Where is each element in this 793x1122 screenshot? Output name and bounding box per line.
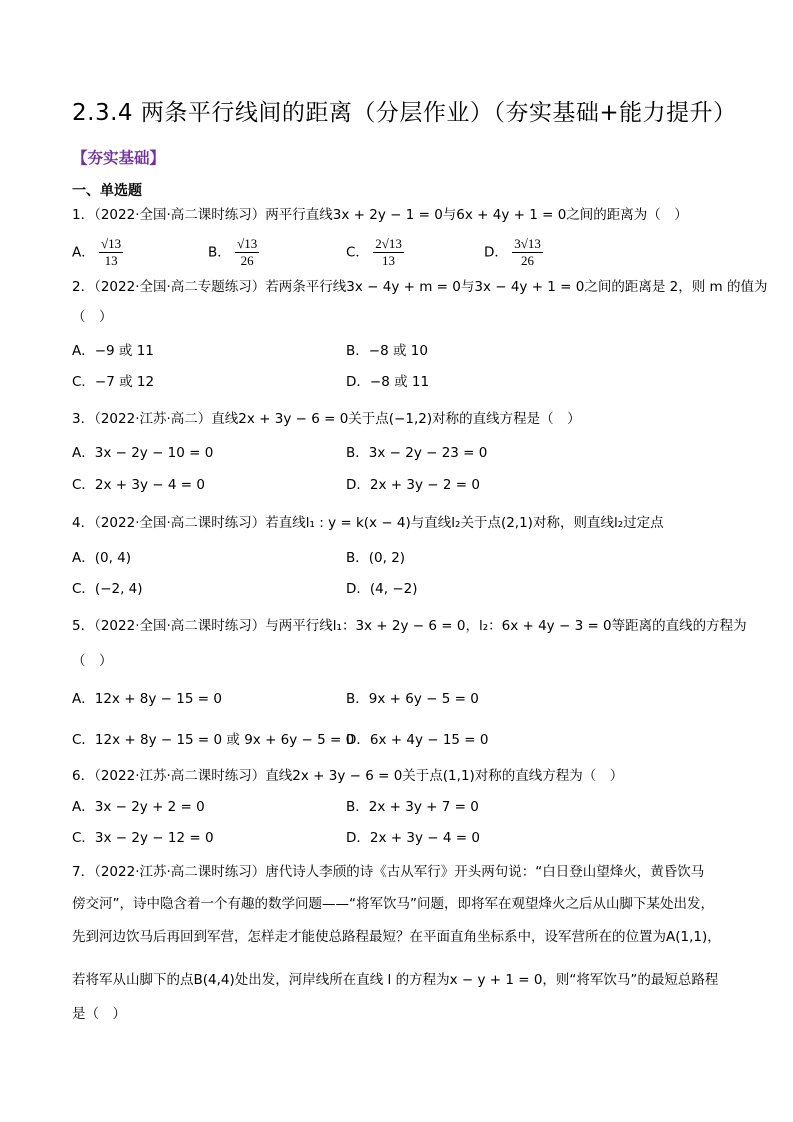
option-label: C．	[346, 244, 369, 261]
question-6-stem: 6．（2022·江苏·高二课时练习）直线2x + 3y − 6 = 0关于点(1,1)对称的直线方程为（ ）	[72, 768, 624, 784]
page-title: 2.3.4 两条平行线间的距离（分层作业）（夯实基础+能力提升）	[72, 100, 737, 126]
question-2-stem-cont: （ ）	[72, 309, 113, 325]
numerator: 2√13	[375, 236, 402, 251]
question-4-option-c: C．(−2, 4)	[72, 581, 143, 597]
fraction	[512, 236, 543, 269]
question-2-option-a: A．−9 或 11	[72, 343, 154, 359]
denominator: 26	[521, 253, 535, 268]
question-7-line-2: 傍交河”，诗中隐含着一个有趣的数学问题——“将军饮马”问题，即将军在观望烽火之后从山脚下某处出发，	[72, 896, 714, 912]
question-2-option-c: C．−7 或 12	[72, 374, 155, 390]
question-1-option-d	[484, 236, 543, 269]
fraction	[99, 236, 123, 269]
question-4-option-d: D．(4, −2)	[346, 581, 418, 597]
question-5-option-d: D．6x + 4y − 15 = 0	[346, 732, 489, 748]
question-4-option-a: A．(0, 4)	[72, 550, 132, 566]
fraction	[373, 236, 404, 269]
question-1-option-b	[208, 236, 259, 269]
question-5-option-a: A．12x + 8y − 15 = 0	[72, 691, 222, 707]
section-heading: 一、单选题	[72, 183, 142, 199]
question-5-option-b: B．9x + 6y − 5 = 0	[346, 691, 479, 707]
question-3-option-c: C．2x + 3y − 4 = 0	[72, 477, 205, 493]
question-3-option-b: B．3x − 2y − 23 = 0	[346, 445, 488, 461]
question-7-line-1: 7．（2022·江苏·高二课时练习）唐代诗人李颀的诗《古从军行》开头两句说：“白日登山望烽火，黄昏饮马	[72, 864, 705, 880]
question-7-line-4: 若将军从山脚下的点B(4,4)处出发，河岸线所在直线 l 的方程为x − y + 1 = 0，则“将军饮马”的最短总路程	[72, 972, 719, 988]
question-3-option-a: A．3x − 2y − 10 = 0	[72, 445, 214, 461]
option-label: D．	[484, 244, 508, 261]
question-5-option-c: C．12x + 8y − 15 = 0 或 9x + 6y − 5 = 0	[72, 732, 355, 748]
question-7-line-3: 先到河边饮马后再回到军营，怎样走才能使总路程最短？在平面直角坐标系中，设军营所在的位置为A(1,1)，	[72, 929, 721, 945]
question-4-stem: 4．（2022·全国·高二课时练习）若直线l₁ : y = k(x − 4)与直线l₂关于点(2,1)对称，则直线l₂过定点	[72, 515, 664, 531]
question-2-stem: 2．（2022·全国·高二专题练习）若两条平行线3x − 4y + m = 0与3x − 4y + 1 = 0之间的距离是 2，则 m 的值为	[72, 279, 768, 295]
question-6-option-a: A．3x − 2y + 2 = 0	[72, 799, 205, 815]
question-5-stem-cont: （ ）	[72, 653, 113, 669]
denominator: 13	[382, 253, 396, 268]
numerator: 3√13	[514, 236, 541, 251]
numerator: √13	[237, 236, 258, 251]
question-1-option-a	[72, 236, 123, 269]
option-label: B．	[208, 244, 231, 261]
question-6-option-c: C．3x − 2y − 12 = 0	[72, 830, 214, 846]
question-1-stem: 1．（2022·全国·高二课时练习）两平行直线3x + 2y − 1 = 0与6x + 4y + 1 = 0之间的距离为（ ）	[72, 207, 688, 223]
question-7-line-5: 是（ ）	[72, 1006, 126, 1022]
question-2-option-b: B．−8 或 10	[346, 343, 428, 359]
denominator: 13	[104, 253, 118, 268]
question-6-option-d: D．2x + 3y − 4 = 0	[346, 830, 480, 846]
question-3-option-d: D．2x + 3y − 2 = 0	[346, 477, 480, 493]
question-5-stem: 5．（2022·全国·高二课时练习）与两平行线l₁：3x + 2y − 6 = 0，l₂：6x + 4y − 3 = 0等距离的直线的方程为	[72, 618, 747, 634]
question-6-option-b: B．2x + 3y + 7 = 0	[346, 799, 479, 815]
denominator: 26	[240, 253, 254, 268]
question-1-option-c	[346, 236, 404, 269]
option-label: A．	[72, 244, 95, 261]
numerator: √13	[101, 236, 122, 251]
question-2-option-d: D．−8 或 11	[346, 374, 430, 390]
fraction	[235, 236, 259, 269]
question-4-option-b: B．(0, 2)	[346, 550, 406, 566]
section-tag: 【夯实基础】	[72, 149, 166, 167]
question-3-stem: 3．（2022·江苏·高二）直线2x + 3y − 6 = 0关于点(−1,2)对称的直线方程是（ ）	[72, 411, 581, 427]
